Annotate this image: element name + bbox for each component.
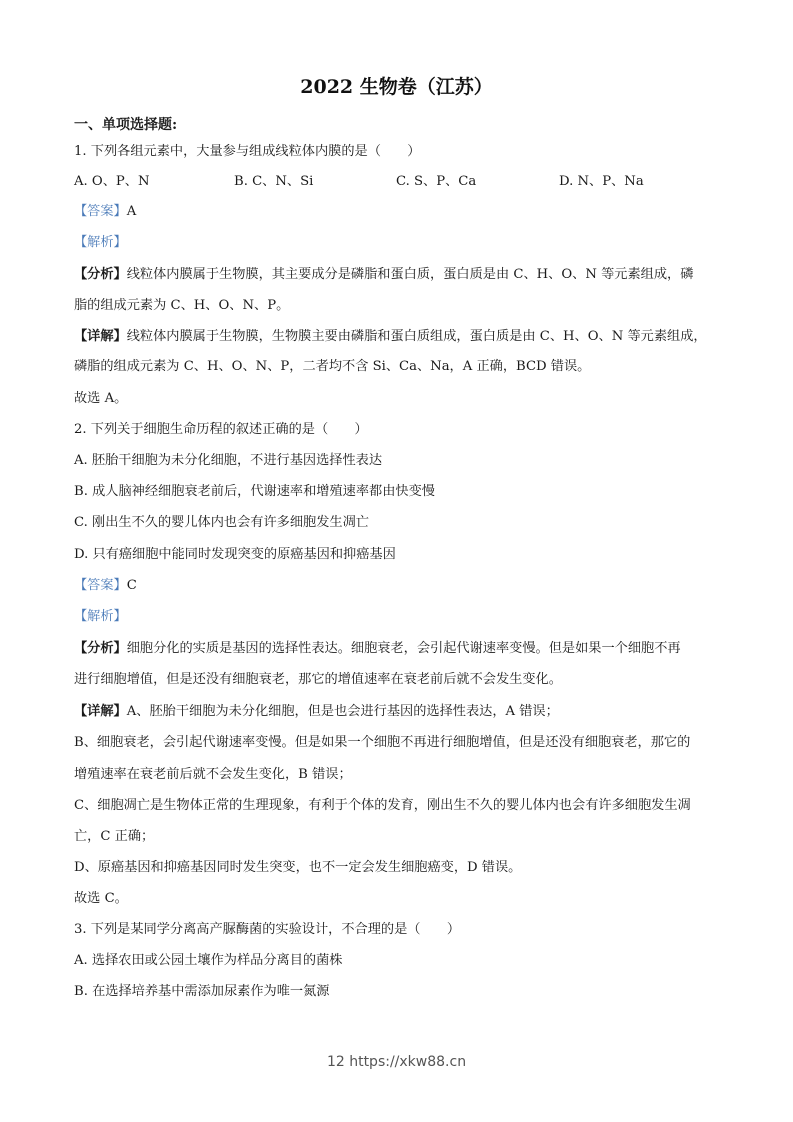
answer-tag: 【答案】 [74, 204, 127, 219]
q1-xiangjie-line-1 [74, 328, 707, 346]
q3-option-b: B. 在选择培养基中需添加尿素作为唯一氮源 [74, 984, 330, 999]
fenxi-tag: 【分析】 [74, 641, 127, 656]
q1-analysis-tag: 【解析】 [74, 235, 127, 250]
q2-fenxi-line-1 [74, 640, 681, 658]
q2-option-c: C. 刚出生不久的婴儿体内也会有许多细胞发生凋亡 [74, 515, 369, 530]
q1-option-d: D. N、P、Na [559, 174, 644, 189]
q1-option-c: C. S、P、Ca [396, 174, 477, 189]
q3-stem: 3. 下列是某同学分离高产脲酶菌的实验设计，不合理的是（ ） [74, 922, 461, 937]
fenxi-text: 细胞分化的实质是基因的选择性表达。细胞衰老，会引起代谢速率变慢。但是如果一个细胞不再 [126, 641, 681, 656]
q2-option-a: A. 胚胎干细胞为未分化细胞，不进行基因选择性表达 [74, 453, 383, 468]
page-title: 2022 生物卷（江苏） [300, 76, 493, 98]
answer-tag: 【答案】 [74, 578, 127, 593]
answer-value: C [126, 578, 137, 593]
answer-value: A [126, 204, 137, 219]
q1-xiangjie-line-2: 磷脂的组成元素为 C、H、O、N、P，二者均不含 Si、Ca、Na，A 正确，BCD 错误。 [74, 359, 591, 374]
q3-option-a: A. 选择农田或公园土壤作为样品分离目的菌株 [74, 953, 343, 968]
q2-xiangjie-line-6: D、原癌基因和抑癌基因同时发生突变，也不一定会发生细胞癌变，D 错误。 [74, 860, 522, 875]
q1-fenxi-line-2: 脂的组成元素为 C、H、O、N、P。 [74, 298, 290, 313]
fenxi-tag: 【分析】 [74, 267, 127, 282]
xiangjie-tag: 【详解】 [74, 704, 127, 719]
xiangjie-tag: 【详解】 [74, 329, 127, 344]
q1-answer [74, 203, 136, 221]
q2-fenxi-line-2: 进行细胞增值，但是还没有细胞衰老，那它的增值速率在衰老前后就不会发生变化。 [74, 672, 562, 687]
q2-stem: 2. 下列关于细胞生命历程的叙述正确的是（ ） [74, 422, 368, 437]
fenxi-text: 线粒体内膜属于生物膜，其主要成分是磷脂和蛋白质，蛋白质是由 C、H、O、N 等元素组成，磷 [126, 267, 694, 282]
q1-stem: 1. 下列各组元素中，大量参与组成线粒体内膜的是（ ） [74, 144, 421, 159]
q2-xiangjie-line-4: C、细胞凋亡是生物体正常的生理现象，有利于个体的发育，刚出生不久的婴儿体内也会有许多细胞发生凋 [74, 798, 691, 813]
xiangjie-text: A、胚胎干细胞为未分化细胞，但是也会进行基因的选择性表达，A 错误； [126, 704, 559, 719]
q2-xiangjie-line-1 [74, 703, 559, 721]
q2-answer [74, 577, 137, 595]
section-heading: 一、单项选择题: [74, 117, 178, 133]
q1-fenxi-line-1 [74, 266, 693, 284]
q2-xiangjie-line-3: 增殖速率在衰老前后就不会发生变化，B 错误； [74, 767, 352, 782]
q2-analysis-tag: 【解析】 [74, 609, 127, 624]
q1-option-b: B. C、N、Si [234, 174, 314, 189]
q2-option-d: D. 只有癌细胞中能同时发现突变的原癌基因和抑癌基因 [74, 547, 396, 562]
xiangjie-text: 线粒体内膜属于生物膜，生物膜主要由磷脂和蛋白质组成，蛋白质是由 C、H、O、N 等元素组成， [126, 329, 707, 344]
page-footer: 12 https://xkw88.cn [326, 1054, 467, 1070]
q1-option-a: A. O、P、N [74, 174, 150, 189]
q2-option-b: B. 成人脑神经细胞衰老前后，代谢速率和增殖速率都由快变慢 [74, 484, 435, 499]
q2-xiangjie-line-2: B、细胞衰老，会引起代谢速率变慢。但是如果一个细胞不再进行细胞增值，但是还没有细胞衰老，那它的 [74, 735, 691, 750]
q2-xiangjie-line-5: 亡，C 正确； [74, 829, 155, 844]
q2-conclusion: 故选 C。 [74, 891, 128, 906]
q1-conclusion: 故选 A。 [74, 391, 128, 406]
